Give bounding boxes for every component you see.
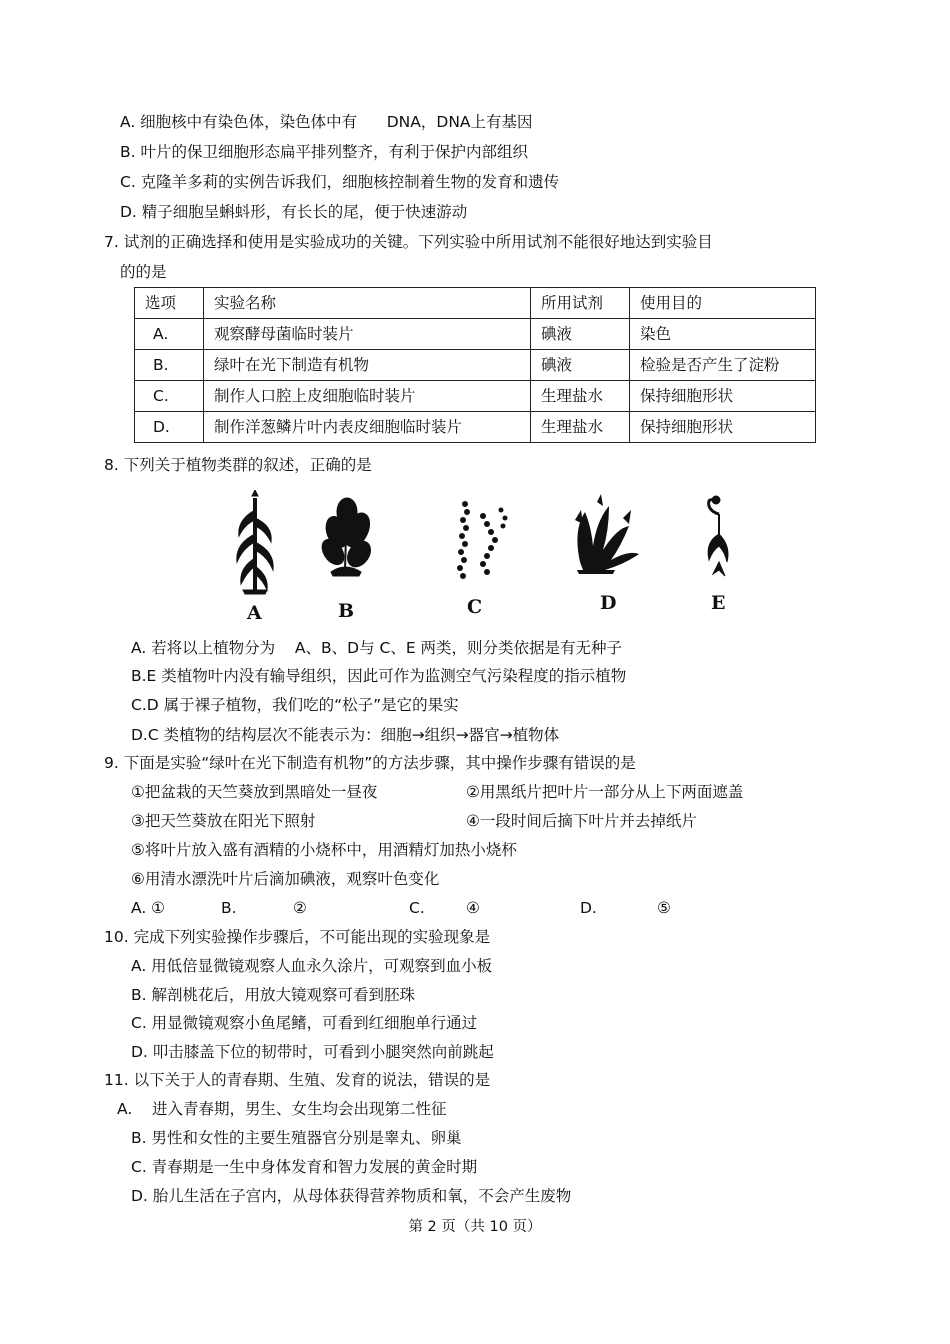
q9-option-d-value: ⑤	[657, 899, 671, 917]
plant-label-b: B	[338, 600, 355, 622]
q9-option-a: A. ①	[131, 899, 166, 917]
q11-option-a: A. 进入青春期，男生、女生均会出现第二性征	[117, 1100, 447, 1118]
q7-stem-line2: 的的是	[120, 263, 167, 281]
plant-label-c: C	[467, 596, 483, 618]
q10-option-a: A. 用低倍显微镜观察人血永久涂片，可观察到血小板	[131, 957, 493, 975]
q8-option-b: B.E 类植物叶内没有输导组织，因此可作为监测空气污染程度的指示植物	[131, 667, 627, 685]
q6-option-d: D. 精子细胞呈蝌蚪形，有长长的尾，便于快速游动	[120, 203, 468, 221]
table-cell: 碘液	[531, 350, 630, 381]
plant-figure	[225, 490, 745, 630]
q9-option-b-label: B.	[221, 899, 237, 917]
table-cell: 染色	[630, 319, 816, 350]
q9-option-c-value: ④	[466, 899, 480, 917]
q9-step-4: ④一段时间后摘下叶片并去掉纸片	[466, 812, 697, 830]
q11-option-d: D. 胎儿生活在子宫内，从母体获得营养物质和氧，不会产生废物	[131, 1187, 572, 1205]
q8-option-d: D.C 类植物的结构层次不能表示为：细胞→组织→器官→植物体	[131, 726, 560, 744]
table-row	[135, 381, 816, 412]
plant-illustrations	[225, 490, 745, 630]
table-cell: B.	[135, 350, 204, 381]
q10-option-c: C. 用显微镜观察小鱼尾鳍，可看到红细胞单行通过	[131, 1014, 478, 1032]
q8-stem: 8. 下列关于植物类群的叙述，正确的是	[104, 456, 372, 474]
q7-experiment-table	[134, 287, 816, 443]
table-cell: 生理盐水	[531, 381, 630, 412]
q8-option-a: A. 若将以上植物分为 A、B、D与 C、E 两类，则分类依据是有无种子	[131, 639, 623, 657]
table-cell: A.	[135, 319, 204, 350]
table-row	[135, 319, 816, 350]
table-cell: 制作人口腔上皮细胞临时装片	[204, 381, 531, 412]
table-cell: 保持细胞形状	[630, 412, 816, 443]
q9-step-2: ②用黑纸片把叶片一部分从上下两面遮盖	[466, 783, 744, 801]
plant-e-illustration	[708, 496, 728, 576]
plant-a-illustration	[237, 490, 273, 594]
plant-label-a: A	[247, 602, 262, 624]
q6-option-a: A. 细胞核中有染色体，染色体中有 DNA，DNA上有基因	[120, 113, 533, 131]
page-footer: 第 2 页（共 10 页）	[408, 1219, 542, 1235]
q9-option-d-label: D.	[580, 899, 597, 917]
q10-stem: 10. 完成下列实验操作步骤后，不可能出现的实验现象是	[104, 928, 491, 946]
table-header-cell: 所用试剂	[531, 288, 630, 319]
table-row	[135, 412, 816, 443]
plant-c-illustration	[457, 501, 508, 579]
q6-option-c: C. 克隆羊多莉的实例告诉我们，细胞核控制着生物的发育和遗传	[120, 173, 560, 191]
table-cell: 保持细胞形状	[630, 381, 816, 412]
table-cell: 检验是否产生了淀粉	[630, 350, 816, 381]
table-cell: 绿叶在光下制造有机物	[204, 350, 531, 381]
q7-stem-line1: 7. 试剂的正确选择和使用是实验成功的关键。下列实验中所用试剂不能很好地达到实验目	[104, 233, 713, 251]
q9-step-6: ⑥用清水漂洗叶片后滴加碘液，观察叶色变化	[131, 870, 440, 888]
q11-option-c: C. 青春期是一生中身体发育和智力发展的黄金时期	[131, 1158, 478, 1176]
table-row	[135, 350, 816, 381]
table-header-cell: 实验名称	[204, 288, 531, 319]
q11-stem: 11. 以下关于人的青春期、生殖、发育的说法，错误的是	[104, 1071, 491, 1089]
plant-d-illustration	[575, 494, 639, 574]
q10-option-d: D. 叩击膝盖下位的韧带时，可看到小腿突然向前跳起	[131, 1043, 494, 1061]
q9-stem: 9. 下面是实验“绿叶在光下制造有机物”的方法步骤，其中操作步骤有错误的是	[104, 754, 636, 772]
q9-step-1: ①把盆栽的天竺葵放到黑暗处一昼夜	[131, 783, 378, 801]
table-cell: D.	[135, 412, 204, 443]
table-header-row	[135, 288, 816, 319]
q9-step-5: ⑤将叶片放入盛有酒精的小烧杯中，用酒精灯加热小烧杯	[131, 841, 517, 859]
plant-b-illustration	[318, 498, 376, 576]
q9-option-b-value: ②	[293, 899, 307, 917]
q11-option-b: B. 男性和女性的主要生殖器官分别是睾丸、卵巢	[131, 1129, 462, 1147]
table-cell: 观察酵母菌临时装片	[204, 319, 531, 350]
table-header-cell: 选项	[135, 288, 204, 319]
q8-option-c: C.D 属于裸子植物，我们吃的“松子”是它的果实	[131, 696, 459, 714]
table-cell: 碘液	[531, 319, 630, 350]
plant-label-d: D	[600, 592, 617, 614]
q6-option-b: B. 叶片的保卫细胞形态扁平排列整齐，有利于保护内部组织	[120, 143, 528, 161]
table-cell: C.	[135, 381, 204, 412]
table-cell: 生理盐水	[531, 412, 630, 443]
plant-label-e: E	[711, 592, 726, 614]
q9-option-c-label: C.	[409, 899, 425, 917]
q9-step-3: ③把天竺葵放在阳光下照射	[131, 812, 316, 830]
q10-option-b: B. 解剖桃花后，用放大镜观察可看到胚珠	[131, 986, 415, 1004]
table-header-cell: 使用目的	[630, 288, 816, 319]
table-cell: 制作洋葱鳞片叶内表皮细胞临时装片	[204, 412, 531, 443]
